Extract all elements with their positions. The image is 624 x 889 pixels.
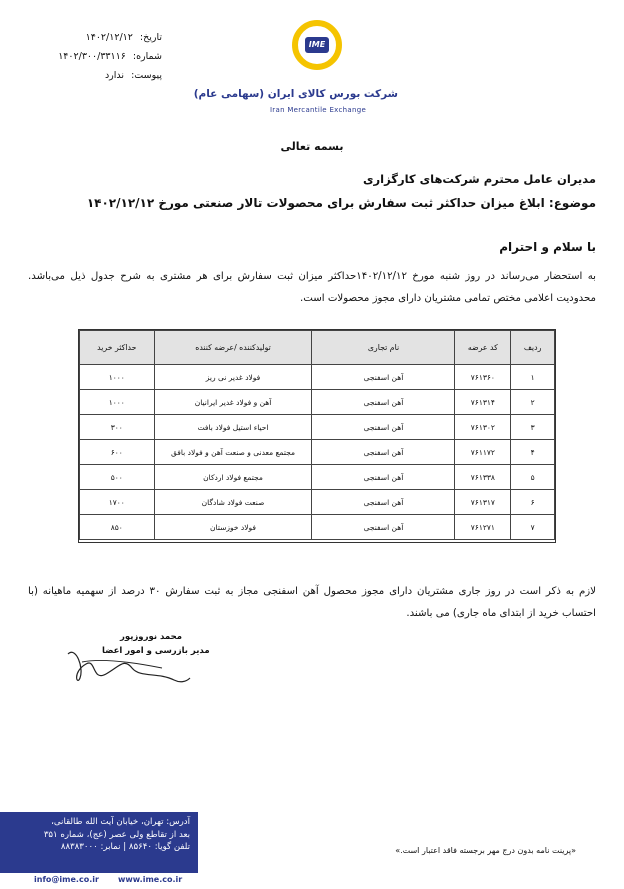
cell-max: ۸۵۰ <box>80 515 155 540</box>
company-logo <box>193 20 398 120</box>
date-value: ۱۴۰۲/۱۲/۱۲ <box>85 32 133 43</box>
cell-trade-name: آهن اسفنجی <box>312 515 455 540</box>
signatory-title: مدیر بازرسی و امور اعضا <box>102 646 210 656</box>
cell-row: ۲ <box>511 390 555 415</box>
footer-contact-bar <box>0 871 198 889</box>
cell-row: ۱ <box>511 365 555 390</box>
cell-trade-name: آهن اسفنجی <box>312 415 455 440</box>
basmala: بسمه تعالی <box>280 140 344 153</box>
footer-contact-box <box>0 812 198 889</box>
table-spacer <box>80 540 555 563</box>
cell-code: ۷۶۱۳۱۷ <box>455 490 511 515</box>
cell-row: ۴ <box>511 440 555 465</box>
letter-meta <box>52 28 162 85</box>
body-paragraph-2: لازم به ذکر است در روز جاری مشتریان دارای مجوز محصول آهن اسفنجی مجاز به ثبت سفارش ۳۰ درصد از سهمیه ماهیانه (با احتساب خرید از ابتدای ماه جاری) می باشند. <box>28 586 596 619</box>
cell-max: ۶۰۰ <box>80 440 155 465</box>
order-limit-table <box>78 329 556 543</box>
cell-producer: صنعت فولاد شادگان <box>154 490 312 515</box>
footer-address <box>4 816 190 854</box>
cell-row: ۳ <box>511 415 555 440</box>
cell-producer: فولاد خوزستان <box>154 515 312 540</box>
cell-trade-name: آهن اسفنجی <box>312 440 455 465</box>
number-row <box>52 47 162 66</box>
cell-trade-name: آهن اسفنجی <box>312 365 455 390</box>
address-line-1: آدرس: تهران، خیابان آیت الله طالقانی، <box>51 817 190 827</box>
cell-producer: مجتمع معدنی و صنعت آهن و فولاد بافق <box>154 440 312 465</box>
cell-max: ۵۰۰ <box>80 465 155 490</box>
logo-name-en: Iran Mercantile Exchange <box>269 106 367 114</box>
number-value: ۱۴۰۲/۳۰۰/۳۳۱۱۶ <box>58 51 126 62</box>
addressee: مدیران عامل محترم شرکت‌های کارگزاری <box>363 172 596 186</box>
cell-code: ۷۶۱۳۱۴ <box>455 390 511 415</box>
attachment-value: ندارد <box>104 70 125 81</box>
cell-row: ۵ <box>511 465 555 490</box>
greeting: با سلام و احترام <box>499 240 596 254</box>
cell-trade-name: آهن اسفنجی <box>312 390 455 415</box>
cell-producer: احیاء استیل فولاد بافت <box>154 415 312 440</box>
table-row <box>80 390 555 415</box>
cell-code: ۷۶۱۳۰۲ <box>455 415 511 440</box>
number-label: شماره: <box>132 51 162 62</box>
cell-trade-name: آهن اسفنجی <box>312 465 455 490</box>
table-row <box>80 515 555 540</box>
website-link[interactable]: www.ime.co.ir <box>118 875 183 884</box>
address-line-2: بعد از تقاطع ولی عصر (عج)، شماره ۳۵۱ <box>43 829 190 840</box>
header-max-purchase: حداکثر خرید <box>80 331 155 365</box>
cell-producer: آهن و فولاد غدیر ایرانیان <box>154 390 312 415</box>
phone-line: تلفن گویا: ۸۵۶۴۰ | نمابر: ۸۸۳۸۳۰۰۰ <box>60 842 190 852</box>
table-row <box>80 465 555 490</box>
table-header-row <box>80 331 555 365</box>
cell-max: ۱۷۰۰ <box>80 490 155 515</box>
attachment-label: پیوست: <box>131 70 162 81</box>
date-row <box>52 28 162 47</box>
cell-code: ۷۶۱۲۷۱ <box>455 515 511 540</box>
cell-producer: مجتمع فولاد اردکان <box>154 465 312 490</box>
cell-trade-name: آهن اسفنجی <box>312 490 455 515</box>
logo-emblem-icon <box>292 20 342 70</box>
logo-mark: IME <box>305 37 329 53</box>
date-label: تاریخ: <box>139 32 162 43</box>
cell-max: ۳۰۰ <box>80 415 155 440</box>
cell-max: ۱۰۰۰ <box>80 390 155 415</box>
subject-line: موضوع: ابلاغ میزان حداکثر ثبت سفارش برای محصولات تالار صنعتی مورخ ۱۴۰۲/۱۲/۱۲ <box>86 196 596 210</box>
attachment-row <box>52 66 162 85</box>
table-row <box>80 365 555 390</box>
header-trade-name: نام تجاری <box>312 331 455 365</box>
cell-max: ۱۰۰۰ <box>80 365 155 390</box>
logo-name-fa: شرکت بورس کالای ایران (سهامی عام) <box>193 88 398 100</box>
header-row-number: ردیف <box>511 331 555 365</box>
table-row <box>80 490 555 515</box>
table-row <box>80 440 555 465</box>
header-producer: تولیدکننده /عرضه کننده <box>154 331 312 365</box>
cell-row: ۷ <box>511 515 555 540</box>
email-link[interactable]: info@ime.co.ir <box>34 875 99 884</box>
body-paragraph-1: به استحضار می‌رساند در روز شنبه مورخ ۱۴۰۲/۱۲/۱۲حداکثر میزان ثبت سفارش برای هر مشتری به شرح جدول ذیل می‌باشد. محدودیت اعلامی مختص تمامی مشتریان دارای مجوز محصولات است. <box>28 271 597 304</box>
cell-code: ۷۶۱۳۳۸ <box>455 465 511 490</box>
cell-code: ۷۶۱۱۷۲ <box>455 440 511 465</box>
cell-code: ۷۶۱۳۶۰ <box>455 365 511 390</box>
cell-producer: فولاد غدیر نی ریز <box>154 365 312 390</box>
signatory-name: محمد نوروزپور <box>120 632 182 642</box>
cell-row: ۶ <box>511 490 555 515</box>
table-row <box>80 415 555 440</box>
table <box>79 330 555 562</box>
header-offer-code: کد عرضه <box>455 331 511 365</box>
validity-note: «پرینت نامه بدون درج مهر برجسته فاقد اعتبار است.» <box>395 846 576 855</box>
